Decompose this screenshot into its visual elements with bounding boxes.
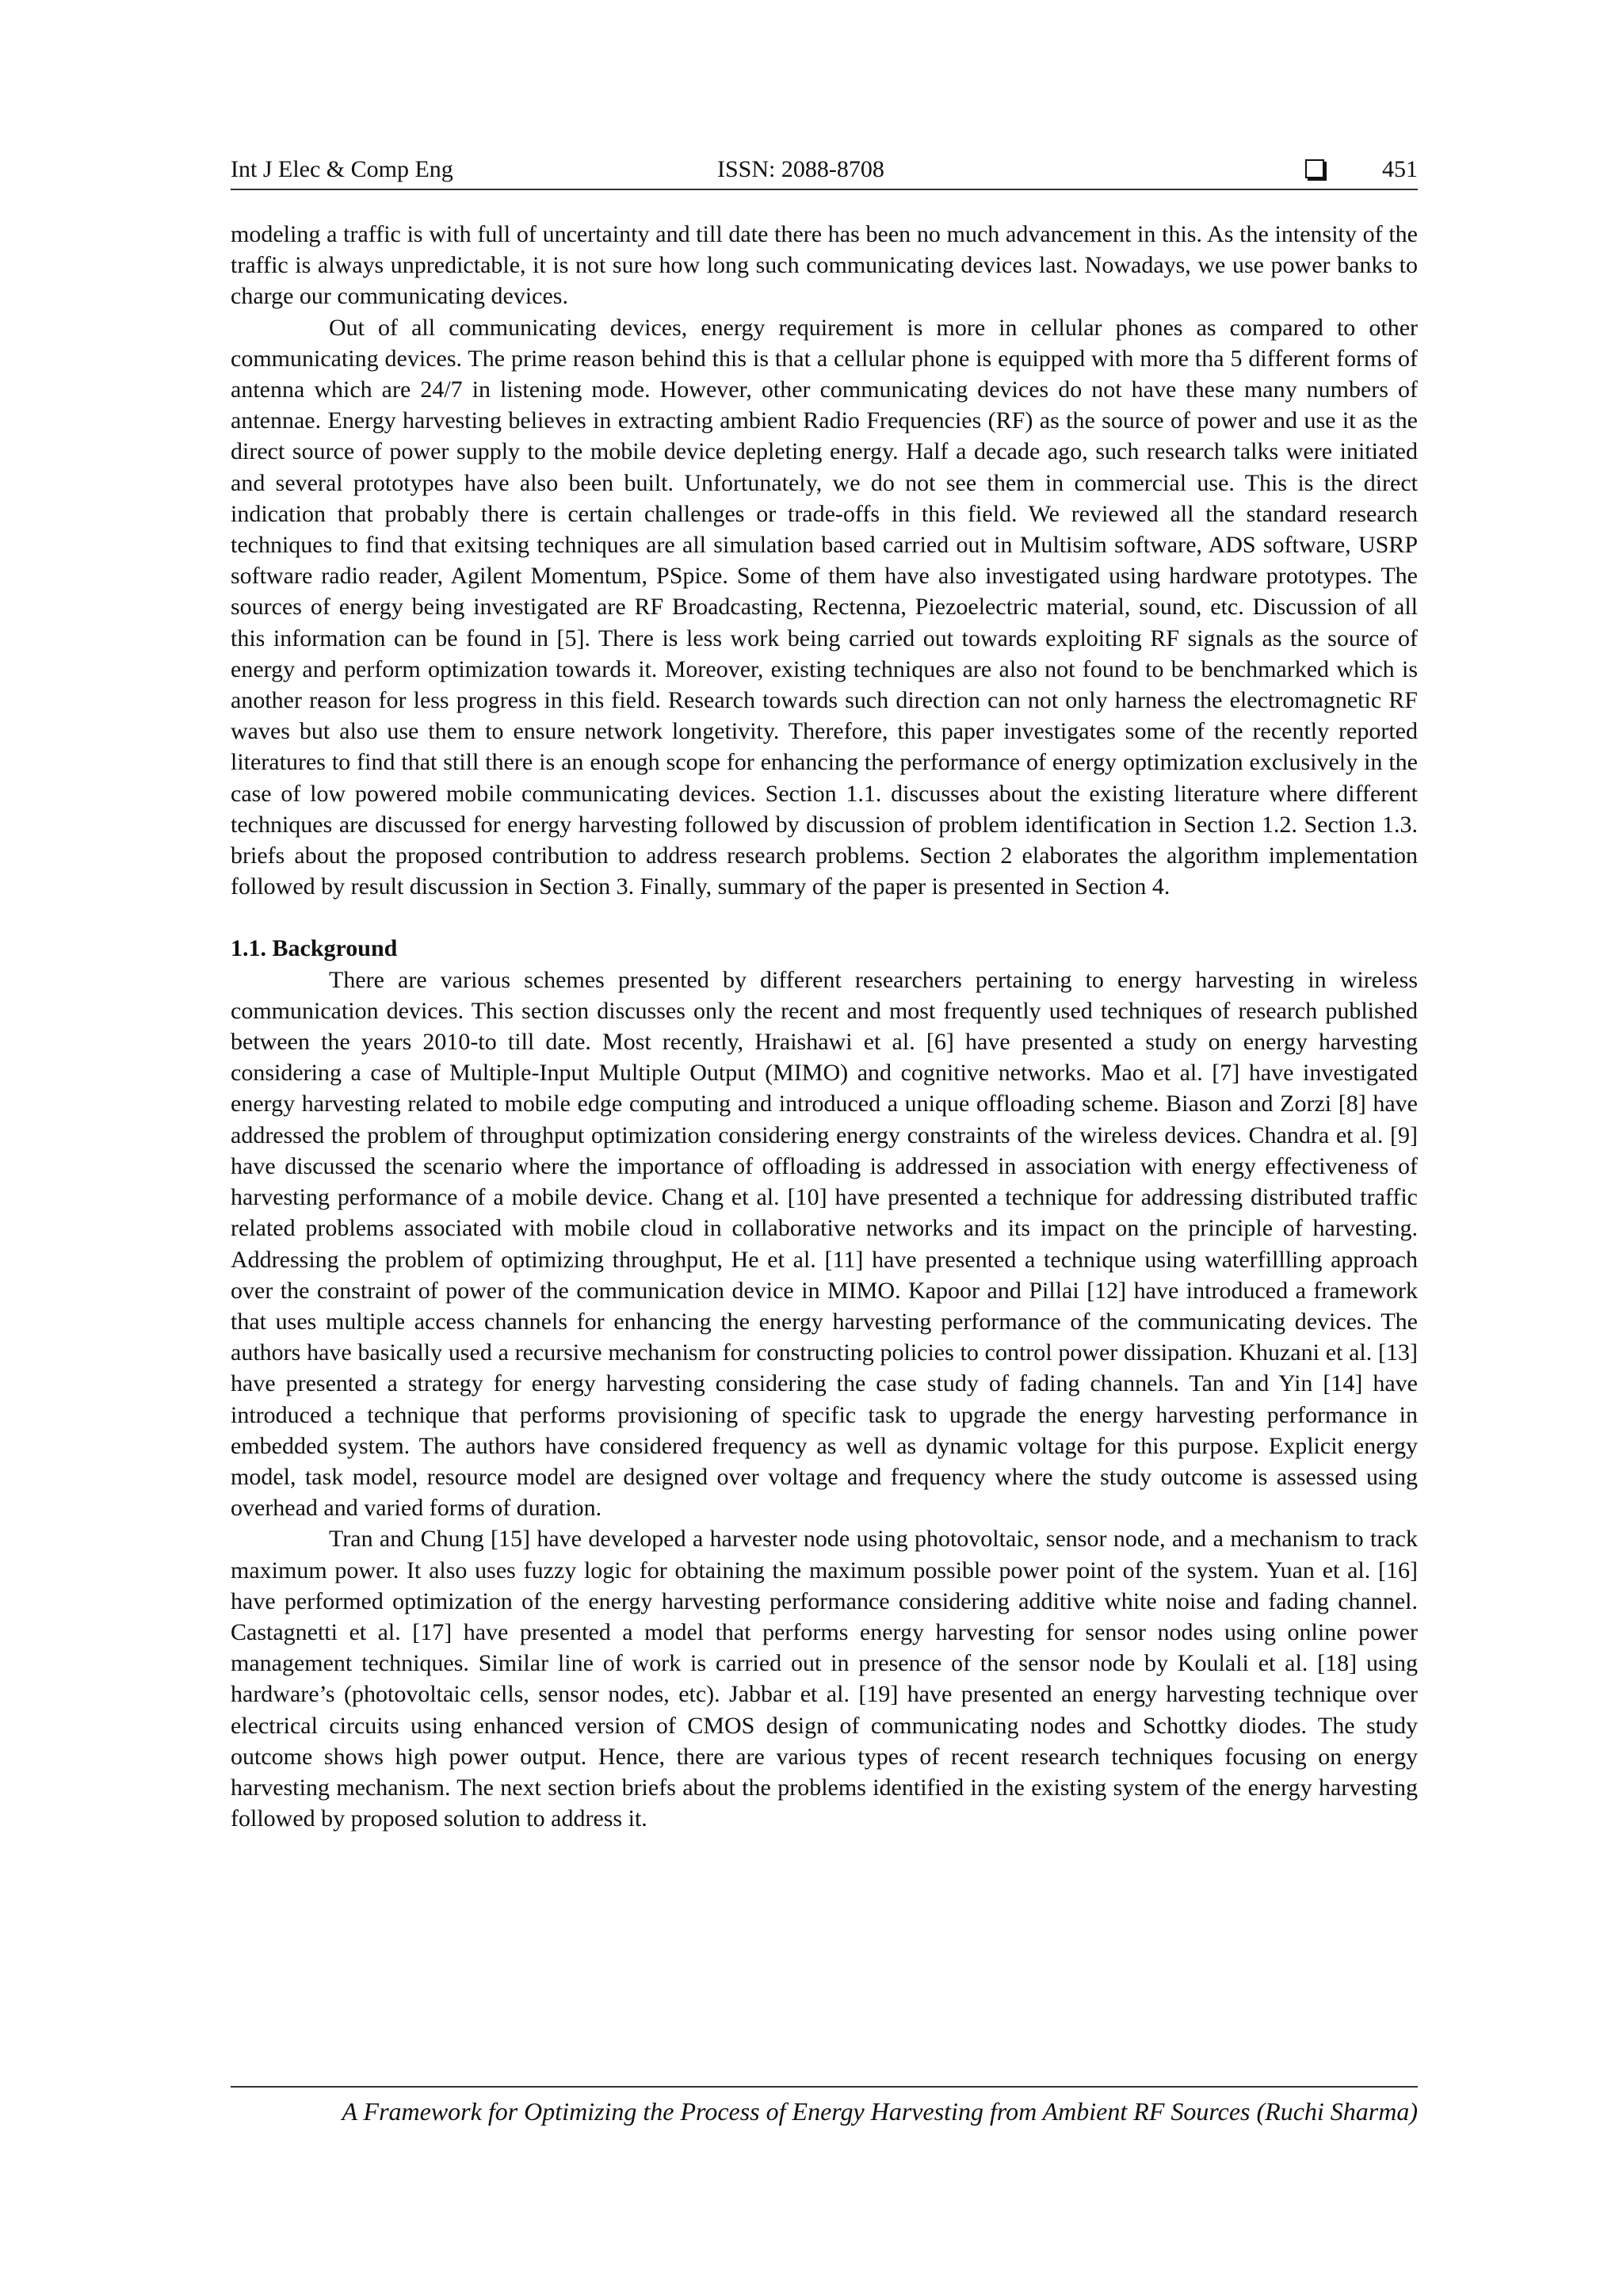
checkbox-square-icon — [1305, 159, 1324, 178]
paragraph-continuation: modeling a traffic is with full of uncertainty and till date there has been no much advancement in this. As the intensity of the traffic is always unpredictable, it is not sure how long such communicating devices last. Nowadays, we use power banks to charge our communicating devices. — [231, 221, 1418, 310]
journal-name: Int J Elec & Comp Eng — [231, 156, 453, 182]
running-footer: A Framework for Optimizing the Process of Energy Harvesting from Ambient RF Sources (Ruchi Sharma) — [231, 2086, 1418, 2129]
running-header — [231, 151, 1418, 190]
paragraph-background-1: There are various schemes presented by different researchers pertaining to energy harvesting in wireless communication devices. This section discusses only the recent and most frequently used techniques of research published between the years 2010-to till date. Most recently, Hraishawi et al. [6] have presented a study on energy harvesting considering a case of Multiple-Input Multiple Output (MIMO) and cognitive networks. Mao et al. [7] have investigated energy harvesting related to mobile edge computing and introduced a unique offloading scheme. Biason and Zorzi [8] have addressed the problem of throughput optimization considering energy constraints of the wireless devices. Chandra et al. [9] have discussed the scenario where the importance of offloading is addressed in association with energy effectiveness of harvesting performance of a mobile device. Chang et al. [10] have presented a technique for addressing distributed traffic related problems associated with mobile cloud in collaborative networks and its impact on the principle of harvesting. Addressing the problem of optimizing throughput, He et al. [11] have presented a technique using waterfillling approach over the constraint of power of the communication device in MIMO. Kapoor and Pillai [12] have introduced a framework that uses multiple access channels for enhancing the energy harvesting performance of the communicating devices. The authors have basically used a recursive mechanism for constructing policies to control power dissipation. Khuzani et al. [13] have presented a strategy for energy harvesting considering the case study of fading channels. Tan and Yin [14] have introduced a technique that performs provisioning of specific task to upgrade the energy harvesting performance in embedded system. The authors have considered frequency as well as dynamic voltage for this purpose. Explicit energy model, task model, resource model are designed over voltage and frequency where the study outcome is assessed using overhead and varied forms of duration. — [231, 966, 1418, 1522]
body-text — [231, 219, 1418, 1834]
section-heading-background: 1.1. Background — [231, 935, 398, 962]
paragraph-introduction: Out of all communicating devices, energy requirement is more in cellular phones as compared to other communicating devices. The prime reason behind this is that a cellular phone is equipped with more tha 5 different forms of antenna which are 24/7 in listening mode. However, other communicating devices do not have these many numbers of antennae. Energy harvesting believes in extracting ambient Radio Frequencies (RF) as the source of power and use it as the direct source of power supply to the mobile device depleting energy. Half a decade ago, such research talks were initiated and several prototypes have also been built. Unfortunately, we do not see them in commercial use. This is the direct indication that probably there is certain challenges or trade-offs in this field. We reviewed all the standard research techniques to find that exitsing techniques are all simulation based carried out in Multisim software, ADS software, USRP software radio reader, Agilent Momentum, PSpice. Some of them have also investigated using hardware prototypes. The sources of energy being investigated are RF Broadcasting, Rectenna, Piezoelectric material, sound, etc. Discussion of all this information can be found in [5]. There is less work being carried out towards exploiting RF signals as the source of energy and perform optimization towards it. Moreover, existing techniques are also not found to be benchmarked which is another reason for less progress in this field. Research towards such direction can not only harness the electromagnetic RF waves but also use them to ensure network longetivity. Therefore, this paper investigates some of the recently reported literatures to find that still there is an enough scope for enhancing the performance of energy optimization exclusively in the case of low powered mobile communicating devices. Section 1.1. discusses about the existing literature where different techniques are discussed for energy harvesting followed by discussion of problem identification in Section 1.2. Section 1.3. briefs about the proposed contribution to address research problems. Section 2 elaborates the algorithm implementation followed by result discussion in Section 3. Finally, summary of the paper is presented in Section 4. — [231, 314, 1418, 900]
issn-label: ISSN: 2088-8708 — [717, 156, 884, 182]
paragraph-background-2: Tran and Chung [15] have developed a harvester node using photovoltaic, sensor node, and a mechanism to track maximum power. It also uses fuzzy logic for obtaining the maximum possible power point of the system. Yuan et al. [16] have performed optimization of the energy harvesting performance considering additive white noise and fading channel. Castagnetti et al. [17] have presented a model that performs energy harvesting for sensor nodes using online power management techniques. Similar line of work is carried out in presence of the sensor node by Koulali et al. [18] using hardware’s (photovoltaic cells, sensor nodes, etc). Jabbar et al. [19] have presented an energy harvesting technique over electrical circuits using enhanced version of CMOS design of communicating nodes and Schottky diodes. The study outcome shows high power output. Hence, there are various types of recent research techniques focusing on energy harvesting mechanism. The next section briefs about the problems identified in the existing system of the energy harvesting followed by proposed solution to address it. — [231, 1526, 1418, 1832]
page-number: 451 — [1382, 156, 1418, 182]
